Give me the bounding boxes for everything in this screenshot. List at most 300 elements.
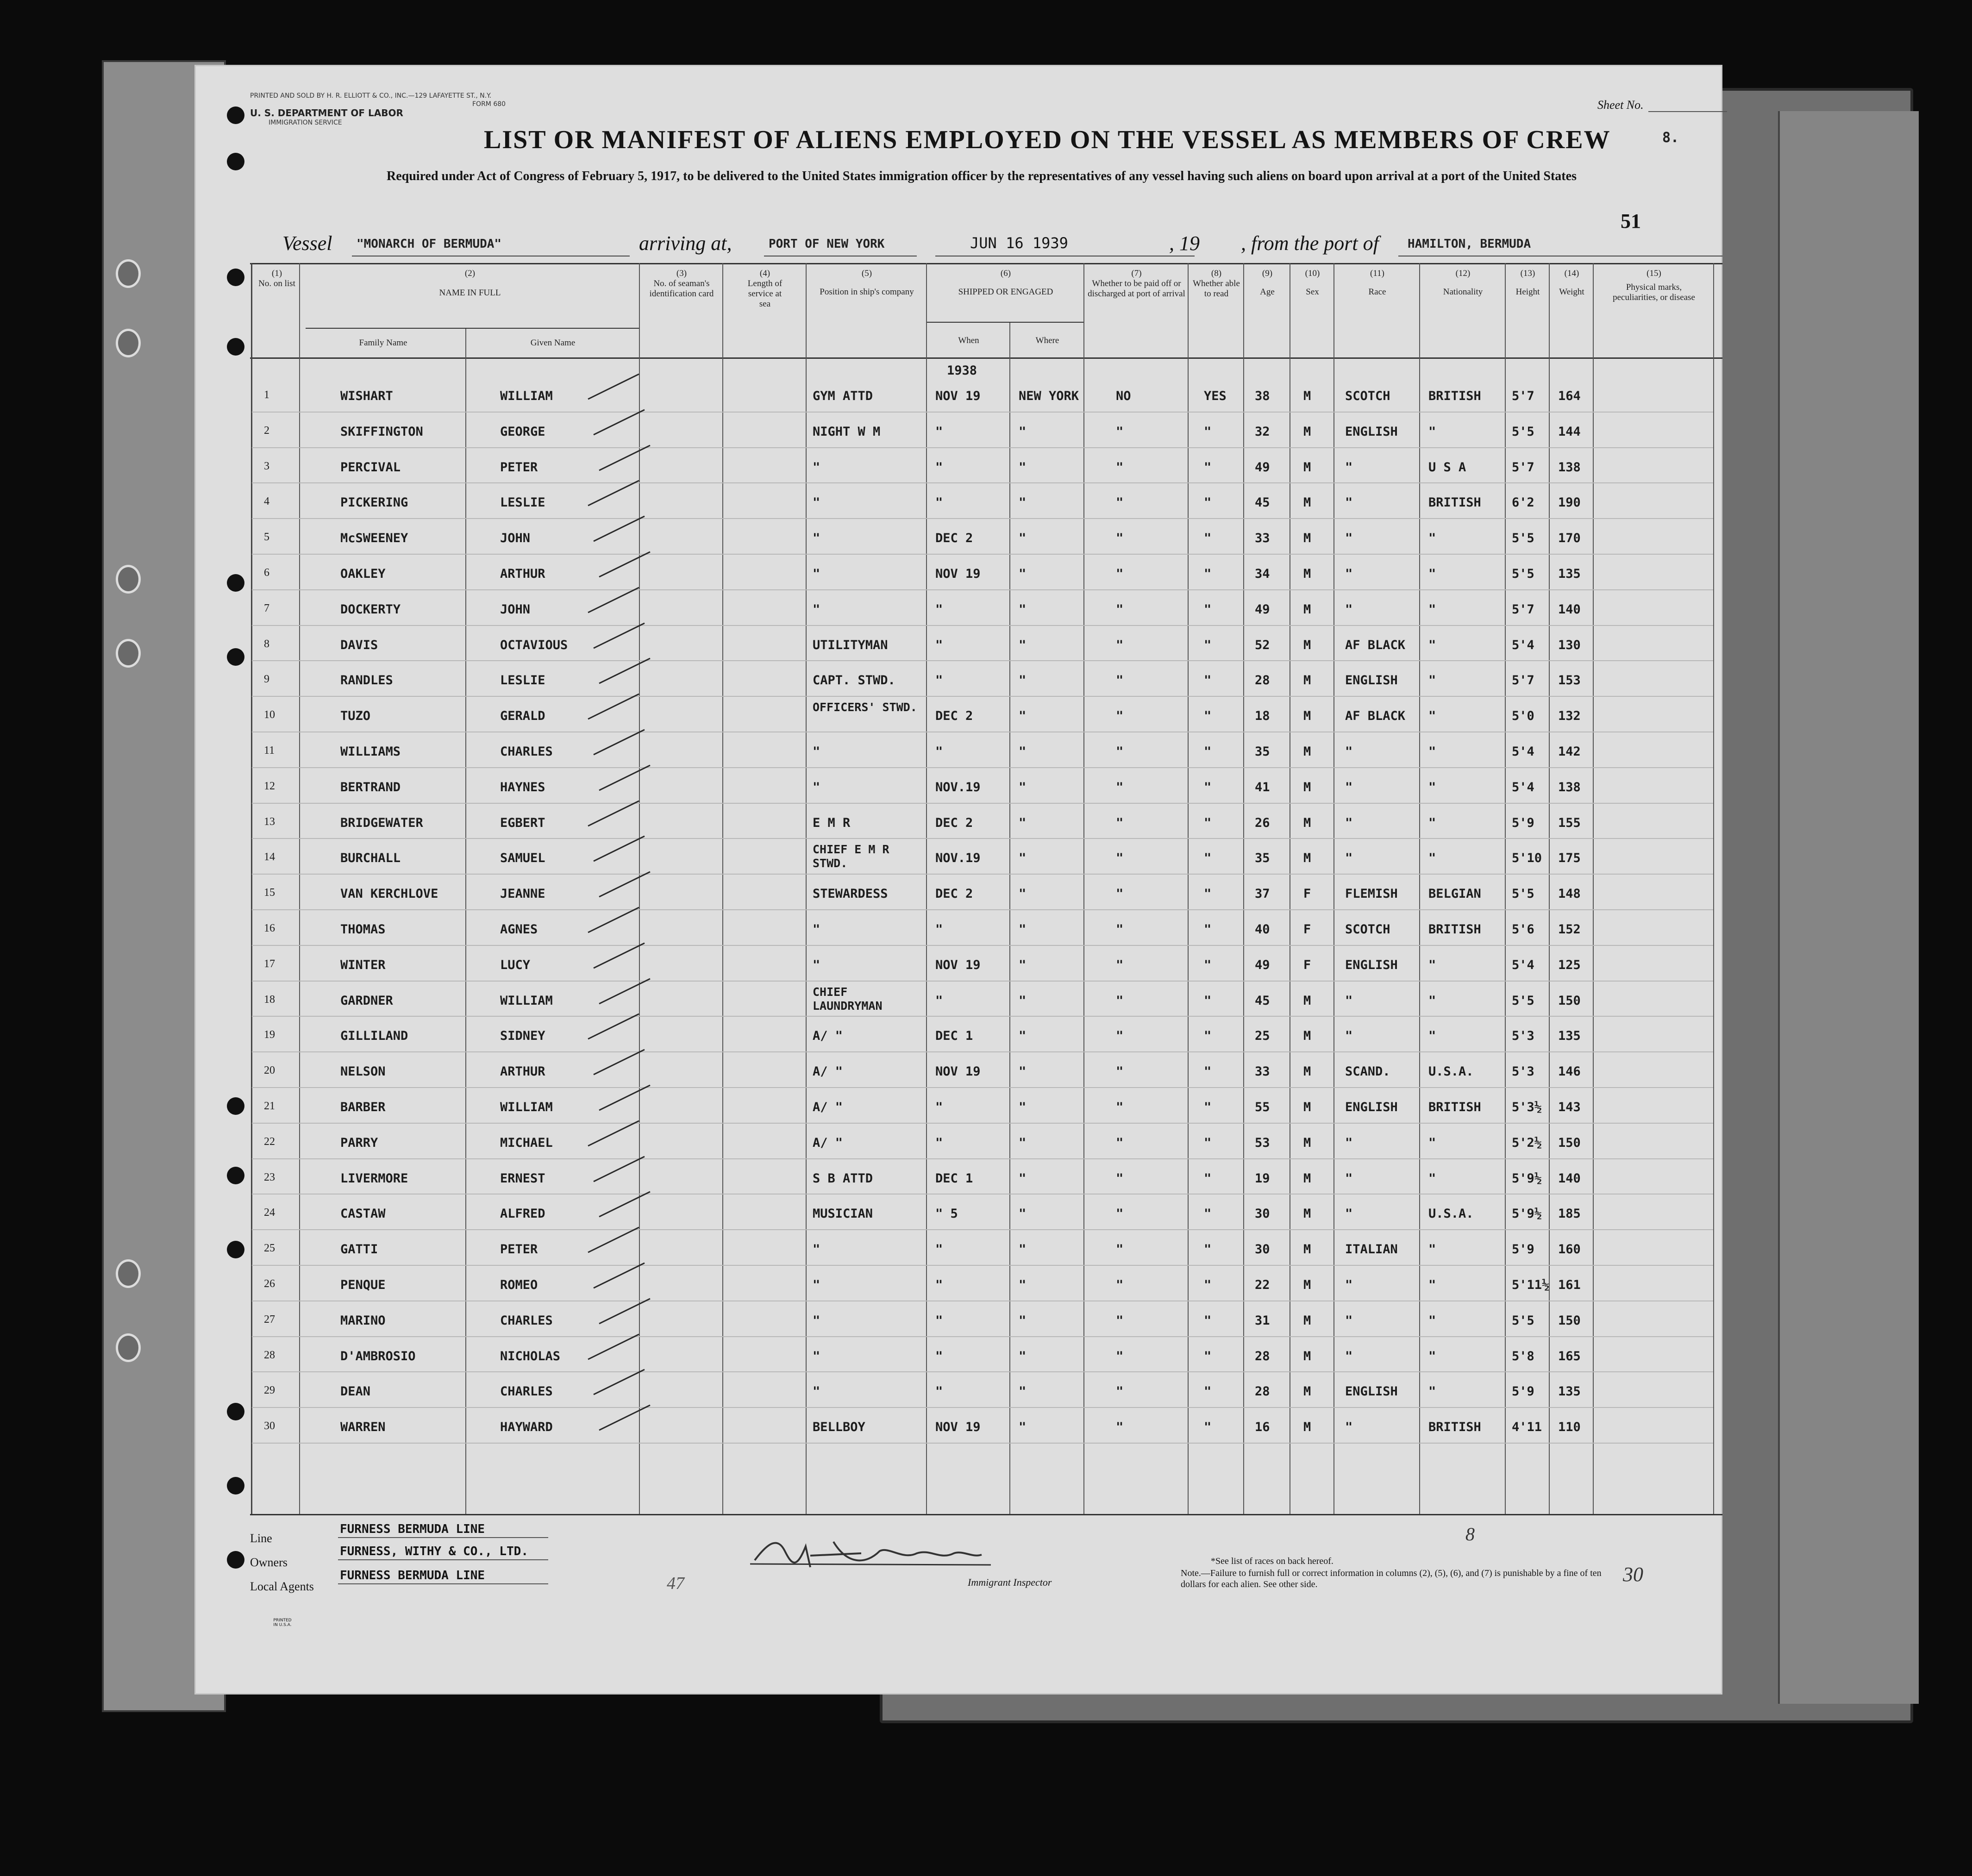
paid-off-cell: " [1116,638,1124,652]
check-tick [589,1259,654,1292]
race-cell: " [1345,815,1353,830]
check-tick [589,513,654,545]
row-rule [252,518,1713,519]
sheet-number: 8. [1662,130,1679,146]
height-cell: 5'5 [1512,993,1534,1008]
given-name-cell: LUCY [500,957,531,972]
nationality-cell: " [1428,1313,1436,1328]
family-name-cell: WINTER [340,957,386,972]
row-number: 3 [264,460,269,472]
row-number: 9 [264,673,269,686]
family-name-cell: WISHART [340,389,393,403]
binding-hole [227,1477,244,1495]
row-number: 2 [264,424,269,437]
able-to-read-cell: " [1204,993,1212,1008]
race-cell: " [1345,744,1353,759]
table-top-border [250,263,1722,264]
shipped-where-cell: " [1019,887,1027,901]
position-cell: GYM ATTD [813,389,873,403]
binding-hole [227,648,244,666]
shipped-where-cell: " [1019,1313,1027,1328]
position-cell: " [813,1313,820,1328]
paid-off-cell: " [1116,424,1124,439]
name-subheader-line [306,328,639,329]
service-name: IMMIGRATION SERVICE [269,119,342,126]
nationality-cell: " [1428,851,1436,866]
height-cell: 5'9½ [1512,1207,1542,1221]
height-cell: 5'7 [1512,460,1534,475]
shipped-where-cell: " [1019,780,1027,794]
col-7-number: (7) [1131,269,1142,278]
race-cell: SCAND. [1345,1064,1390,1079]
punch-hole [116,639,141,668]
race-cell: " [1345,780,1353,794]
shipped-where-cell: " [1019,957,1027,972]
punch-hole [116,1333,141,1362]
nationality-cell: BRITISH [1428,922,1481,937]
given-name-cell: GERALD [500,709,545,724]
weight-cell: 138 [1558,460,1581,475]
inspector-signature [741,1528,1019,1579]
check-tick [583,904,648,936]
shipped-when-cell: " [935,1100,943,1114]
weight-cell: 150 [1558,1313,1581,1328]
able-to-read-cell: " [1204,424,1212,439]
paid-off-cell: " [1116,1064,1124,1079]
shipped-where-cell: " [1019,1171,1027,1186]
able-to-read-cell: " [1204,531,1212,546]
shipped-where-cell: " [1019,460,1027,475]
nationality-cell: " [1428,531,1436,546]
age-cell: 30 [1255,1242,1270,1257]
row-rule [252,1336,1713,1337]
weight-cell: 152 [1558,922,1581,937]
race-cell: SCOTCH [1345,389,1390,403]
col-13-number: (13) [1520,269,1535,278]
given-name-cell: ARTHUR [500,567,545,581]
row-number: 17 [264,957,275,970]
nationality-cell: BELGIAN [1428,887,1481,901]
column-divider [1333,263,1334,1514]
shipped-when-cell: DEC 2 [935,815,973,830]
race-cell: " [1345,460,1353,475]
col-10-label: Sex [1306,287,1319,297]
col-9-header [1245,269,1290,297]
family-name-cell: WARREN [340,1420,386,1435]
height-cell: 5'7 [1512,602,1534,617]
column-divider [1009,323,1010,1514]
paid-off-cell: " [1116,1278,1124,1292]
given-name-cell: CHARLES [500,744,553,759]
row-number: 16 [264,922,275,934]
position-cell: UTILITYMAN [813,638,888,652]
weight-cell: 130 [1558,638,1581,652]
race-cell: FLEMISH [1345,887,1398,901]
paid-off-cell: " [1116,815,1124,830]
family-name-cell: PERCIVAL [340,460,401,475]
height-cell: 5'4 [1512,638,1534,652]
shipped-where-cell: " [1019,1278,1027,1292]
shipped-when-cell: " [935,1349,943,1363]
able-to-read-cell: " [1204,1278,1212,1292]
weight-cell: 161 [1558,1278,1581,1292]
given-name-cell: LESLIE [500,673,545,688]
given-name-cell: HAYWARD [500,1420,553,1435]
height-cell: 5'5 [1512,567,1534,581]
arriving-port: PORT OF NEW YORK [769,237,885,251]
row-rule [252,589,1713,590]
sex-cell: M [1303,460,1311,475]
col-2-number: (2) [464,269,476,278]
col-1-number: (1) [271,269,282,278]
handwritten-number: 47 [667,1574,684,1593]
age-cell: 53 [1255,1135,1270,1150]
row-rule [252,909,1713,910]
col-6-header [928,269,1083,297]
race-cell: AF BLACK [1345,638,1406,652]
col-6-number: (6) [1000,269,1011,278]
row-rule [252,1443,1713,1444]
shipped-where-cell: " [1019,495,1027,510]
family-name-cell: BERTRAND [340,780,401,794]
sex-cell: M [1303,1420,1311,1435]
col-1-label: No. on list [258,279,295,288]
age-cell: 45 [1255,495,1270,510]
height-cell: 5'3 [1512,1064,1534,1079]
handwritten-count: 30 [1623,1563,1643,1586]
agents-label: Local Agents [250,1580,314,1593]
sex-cell: M [1303,602,1311,617]
shipped-when-cell: NOV 19 [935,957,981,972]
sex-cell: M [1303,1313,1311,1328]
shipped-when-cell: " [935,993,943,1008]
shipped-where-cell: " [1019,851,1027,866]
given-name-cell: ERNEST [500,1171,545,1186]
height-cell: 5'10 [1512,851,1542,866]
nationality-cell: " [1428,993,1436,1008]
row-rule [252,874,1713,875]
col-12-header [1421,269,1505,297]
race-cell: " [1345,1135,1353,1150]
race-cell: " [1345,1313,1353,1328]
printed-mark: PRINTED IN U.S.A. [273,1618,292,1627]
able-to-read-cell: " [1204,957,1212,972]
shipped-where-cell: " [1019,673,1027,688]
sex-cell: M [1303,1029,1311,1044]
age-cell: 30 [1255,1207,1270,1221]
position-cell: " [813,957,820,972]
table-header-bottom-border [250,357,1722,359]
binding-hole [227,1551,244,1569]
col-15-number: (15) [1646,269,1661,278]
given-name-cell: MICHAEL [500,1135,553,1150]
row-number: 7 [264,602,269,614]
weight-cell: 146 [1558,1064,1581,1079]
nationality-cell: U.S.A. [1428,1064,1474,1079]
age-cell: 40 [1255,922,1270,937]
inspector-label: Immigrant Inspector [968,1576,1052,1588]
row-number: 20 [264,1064,275,1077]
sex-cell: M [1303,709,1311,724]
binding-hole [227,1403,244,1420]
race-cell: SCOTCH [1345,922,1390,937]
shipped-where-cell: " [1019,709,1027,724]
age-cell: 28 [1255,1349,1270,1363]
col-11-label: Race [1368,287,1386,297]
race-cell: ENGLISH [1345,1100,1398,1114]
column-divider [722,263,723,1514]
position-cell: A/ " [813,1064,843,1079]
binding-hole [227,153,244,170]
able-to-read-cell: " [1204,638,1212,652]
column-divider [1713,263,1714,1514]
shipped-where-cell: " [1019,567,1027,581]
able-to-read-cell: " [1204,1029,1212,1044]
sex-cell: M [1303,993,1311,1008]
weight-cell: 135 [1558,1029,1581,1044]
shipped-where-cell: " [1019,1384,1027,1399]
position-cell: " [813,495,820,510]
weight-cell: 170 [1558,531,1581,546]
able-to-read-cell: " [1204,1384,1212,1399]
paid-off-cell: " [1116,567,1124,581]
height-cell: 5'9 [1512,815,1534,830]
nationality-cell: BRITISH [1428,1420,1481,1435]
check-tick [589,939,654,972]
sex-cell: M [1303,673,1311,688]
row-number: 1 [264,389,269,401]
height-cell: 5'4 [1512,780,1534,794]
shipped-where-cell: " [1019,922,1027,937]
shipped-when-cell: " [935,1242,943,1257]
weight-cell: 140 [1558,1171,1581,1186]
row-rule [252,838,1713,839]
col-8-label: Whether able to read [1193,279,1240,299]
row-rule [252,412,1713,413]
race-cell: AF BLACK [1345,709,1406,724]
paid-off-cell: " [1116,1384,1124,1399]
check-tick [589,726,654,758]
sex-cell: F [1303,957,1311,972]
position-cell: " [813,602,820,617]
shipped-where-cell: " [1019,1420,1027,1435]
row-number: 18 [264,993,275,1006]
nationality-cell: U.S.A. [1428,1207,1474,1221]
weight-cell: 164 [1558,389,1581,403]
weight-cell: 140 [1558,602,1581,617]
family-name-cell: GATTI [340,1242,378,1257]
height-cell: 4'11 [1512,1420,1542,1435]
position-cell: CHIEF E M R STWD. [813,843,889,870]
row-rule [252,1158,1713,1159]
sheet-label: Sheet No. [1597,98,1644,112]
col-14-number: (14) [1564,269,1579,278]
nationality-cell: BRITISH [1428,389,1481,403]
able-to-read-cell: YES [1204,389,1227,403]
column-divider [806,263,807,1514]
shipped-when-cell: NOV 19 [935,1420,981,1435]
row-number: 27 [264,1313,275,1326]
table-bottom-border [250,1514,1722,1515]
column-divider [1188,263,1189,1514]
col-9-number: (9) [1262,269,1273,278]
height-cell: 5'4 [1512,957,1534,972]
penalty-note: Note.—Failure to furnish full or correct information in columns (2), (5), (6), and (7) is punishable by a fine of ten dollars for each alien. See other side. [1181,1568,1602,1589]
able-to-read-cell: " [1204,567,1212,581]
col-11-header [1335,269,1419,297]
col-8-header [1189,269,1243,299]
check-tick [595,1401,659,1434]
shipped-when-cell: " [935,1278,943,1292]
nationality-cell: " [1428,1135,1436,1150]
col-9-label: Age [1260,287,1275,297]
nationality-cell: " [1428,1171,1436,1186]
col-7-header [1085,269,1188,299]
check-tick [589,1366,654,1398]
row-rule [252,981,1713,982]
position-cell: " [813,567,820,581]
row-rule [252,696,1713,697]
row-number: 29 [264,1384,275,1397]
nationality-cell: " [1428,1029,1436,1044]
col-13-header [1507,269,1549,297]
height-cell: 5'5 [1512,424,1534,439]
column-divider [299,263,300,1514]
page-subtitle: Required under Act of Congress of February 5, 1917, to be delivered to the United States immigration officer by the representatives of any vessel having such aliens on board upon arrival at a port of the United States [387,169,1577,183]
form-number: FORM 680 [472,100,506,108]
family-name-cell: THOMAS [340,922,386,937]
paid-off-cell: " [1116,1135,1124,1150]
sex-cell: M [1303,389,1311,403]
sex-cell: M [1303,1207,1311,1221]
shipped-when-cell: " 5 [935,1207,958,1221]
check-tick [583,1224,648,1256]
check-tick [583,1010,648,1043]
col-11-number: (11) [1370,269,1384,278]
weight-cell: 153 [1558,673,1581,688]
col-13-label: Height [1515,287,1540,297]
row-rule [252,803,1713,804]
position-cell: " [813,531,820,546]
from-port-label-text: from the port of [1251,232,1379,255]
position-cell: NIGHT W M [813,424,881,439]
weight-cell: 144 [1558,424,1581,439]
given-name-cell: PETER [500,1242,538,1257]
paid-off-cell: " [1116,1313,1124,1328]
position-cell: " [813,1349,820,1363]
sex-cell: M [1303,1135,1311,1150]
able-to-read-cell: " [1204,1100,1212,1114]
check-tick [583,690,648,723]
shipped-when-header: When [958,336,979,345]
position-cell: A/ " [813,1029,843,1044]
paid-off-cell: " [1116,993,1124,1008]
able-to-read-cell: " [1204,709,1212,724]
column-divider [1505,263,1506,1514]
position-cell: " [813,922,820,937]
check-tick [589,619,654,652]
height-cell: 5'0 [1512,709,1534,724]
printer-line: PRINTED AND SOLD BY H. R. ELLIOTT & CO., INC.—129 LAFAYETTE ST., N.Y. [250,92,492,100]
shipped-when-cell: " [935,638,943,652]
shipped-when-cell: NOV.19 [935,780,981,794]
line-label: Line [250,1532,272,1545]
paid-off-cell: " [1116,1029,1124,1044]
check-tick [595,868,659,900]
height-cell: 5'8 [1512,1349,1534,1363]
height-cell: 5'5 [1512,531,1534,546]
line-value: FURNESS BERMUDA LINE [338,1522,548,1538]
paid-off-cell: " [1116,602,1124,617]
row-number: 22 [264,1135,275,1148]
height-cell: 5'6 [1512,922,1534,937]
shipped-when-cell: " [935,460,943,475]
weight-cell: 135 [1558,1384,1581,1399]
col-12-label: Nationality [1443,287,1483,297]
given-name-cell: JOHN [500,531,531,546]
shipped-where-cell: " [1019,531,1027,546]
vessel-name: "MONARCH OF BERMUDA" [357,237,502,251]
row-rule [252,1051,1713,1052]
department-name: U. S. DEPARTMENT OF LABOR [250,107,403,119]
row-number: 13 [264,815,275,828]
row-rule [252,660,1713,661]
row-rule [252,1016,1713,1017]
able-to-read-cell: " [1204,460,1212,475]
race-cell: " [1345,1420,1353,1435]
check-tick [583,477,648,509]
row-rule [252,767,1713,768]
column-divider [1083,263,1084,1514]
given-name-header: Given Name [530,338,576,348]
row-number: 8 [264,638,269,650]
weight-cell: 132 [1558,709,1581,724]
able-to-read-cell: " [1204,887,1212,901]
paid-off-cell: " [1116,495,1124,510]
shipped-where-cell: " [1019,602,1027,617]
given-name-cell: EGBERT [500,815,545,830]
check-tick [595,1295,659,1327]
height-cell: 6'2 [1512,495,1534,510]
vessel-label: Vessel [282,232,332,255]
shipped-where-cell: " [1019,638,1027,652]
family-name-cell: PENQUE [340,1278,386,1292]
col-14-header [1551,269,1593,297]
underlying-sheet-edge [1778,111,1919,1704]
paid-off-cell: " [1116,1242,1124,1257]
race-cell: " [1345,851,1353,866]
sex-cell: M [1303,1384,1311,1399]
nationality-cell: BRITISH [1428,1100,1481,1114]
row-number: 28 [264,1349,275,1361]
shipped-subheader-line [926,322,1083,323]
weight-cell: 155 [1558,815,1581,830]
col-2-header [301,269,639,298]
race-cell: " [1345,993,1353,1008]
year-prefix: , 19 [1169,232,1200,255]
position-cell: MUSICIAN [813,1207,873,1221]
age-cell: 33 [1255,531,1270,546]
punch-hole [116,329,141,357]
col-12-number: (12) [1455,269,1471,278]
sex-cell: M [1303,851,1311,866]
col-5-label: Position in ship's company [820,287,914,297]
weight-cell: 143 [1558,1100,1581,1114]
shipped-when-cell: " [935,1313,943,1328]
sex-cell: M [1303,1242,1311,1257]
height-cell: 5'9 [1512,1384,1534,1399]
shipped-when-cell: " [935,744,943,759]
